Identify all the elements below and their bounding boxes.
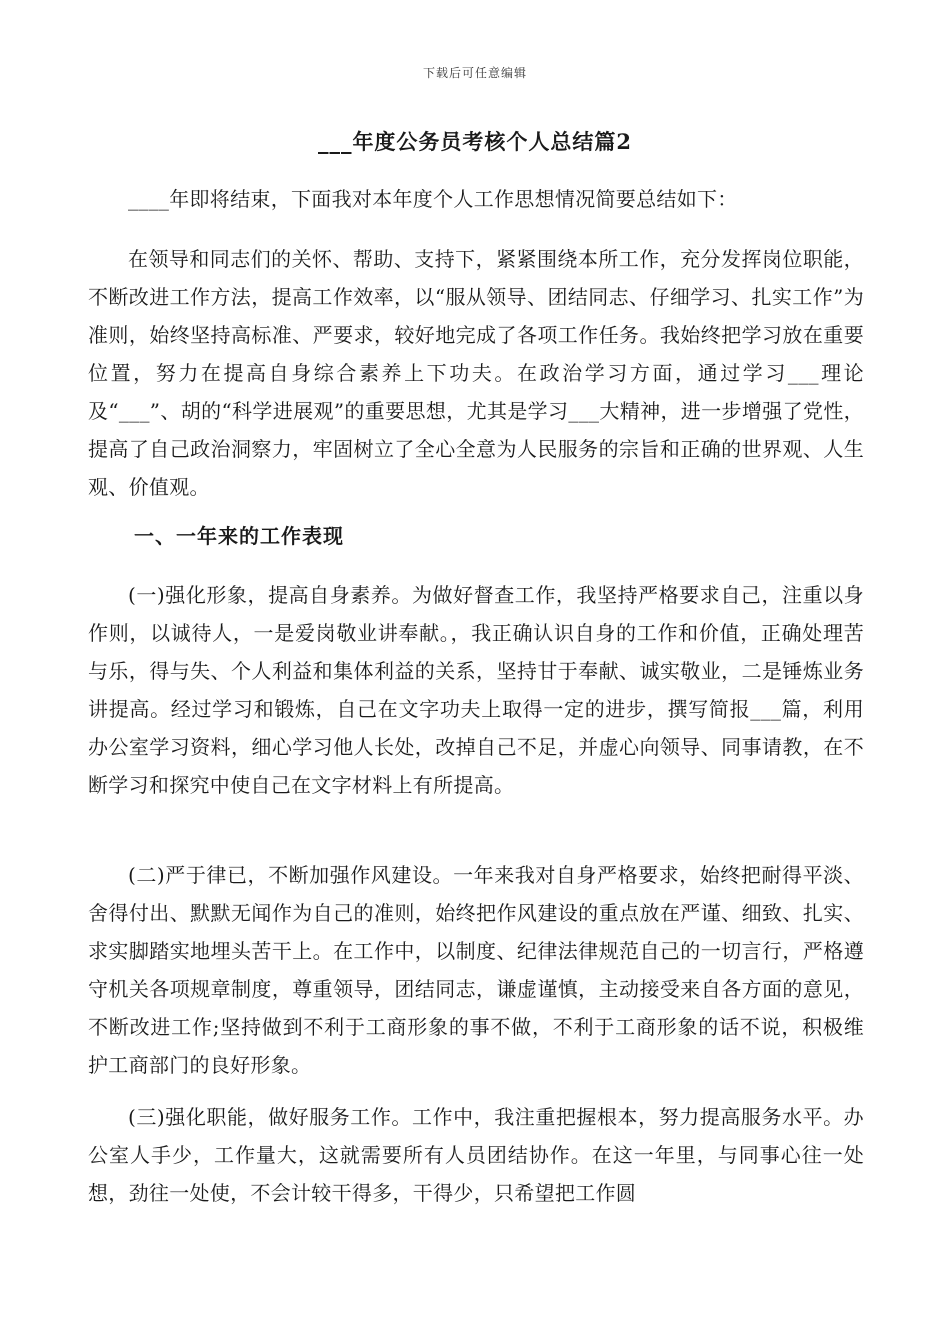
body-paragraph-3: (二)严于律已，不断加强作风建设。一年来我对自身严格要求，始终把耐得平淡、舍得付出、默默无闻作为自己的准则，始终把作风建设的重点放在严谨、细致、扎实、求实脚踏实地埋头苦干上。在工作中，以制度、纪律法律规范自己的一切言行，严格遵守机关各项规章制度，尊重领导，团结同志，谦虚谨慎，主动接受来自各方面的意见，不断改进工作;坚持做到不利于工商形象的事不做，不利于工商形象的话不说，积极维护工商部门的良好形象。 <box>88 863 864 1077</box>
header-note: 下载后可任意编辑 <box>422 66 527 80</box>
document-title: ___年度公务员考核个人总结篇2 <box>317 129 633 154</box>
section-heading: 一、一年来的工作表现 <box>134 524 344 548</box>
intro-paragraph: ____年即将结束，下面我对本年度个人工作思想情况简要总结如下： <box>128 187 738 211</box>
body-paragraph-4: (三)强化职能，做好服务工作。工作中，我注重把握根本，努力提高服务水平。办公室人手少，工作量大，这就需要所有人员团结协作。在这一年里，与同事心往一处想，劲往一处使，不会计较干得多，干得少，只希望把工作圆 <box>88 1105 864 1205</box>
body-paragraph-2: (一)强化形象，提高自身素养。为做好督查工作，我坚持严格要求自己，注重以身作则，以诚待人，一是爱岗敬业讲奉献。，我正确认识自身的工作和价值，正确处理苦与乐，得与失、个人利益和集体利益的关系，坚持甘于奉献、诚实敬业，二是锤炼业务讲提高。经过学习和锻炼，自己在文字功夫上取得一定的进步，撰写简报___篇，利用办公室学习资料，细心学习他人长处，改掉自己不足，并虚心向领导、同事请教，在不断学习和探究中使自己在文字材料上有所提高。 <box>88 583 864 797</box>
body-paragraph-1: 在领导和同志们的关怀、帮助、支持下，紧紧围绕本所工作，充分发挥岗位职能，不断改进工作方法，提高工作效率，以“服从领导、团结同志、仔细学习、扎实工作”为准则，始终坚持高标准、严要求，较好地完成了各项工作任务。我始终把学习放在重要位置，努力在提高自身综合素养上下功夫。在政治学习方面，通过学习___理论及“___”、胡的“科学进展观”的重要思想，尤其是学习___大精神，进一步增强了党性，提高了自己政治洞察力，牢固树立了全心全意为人民服务的宗旨和正确的世界观、人生观、价值观。 <box>88 247 864 499</box>
